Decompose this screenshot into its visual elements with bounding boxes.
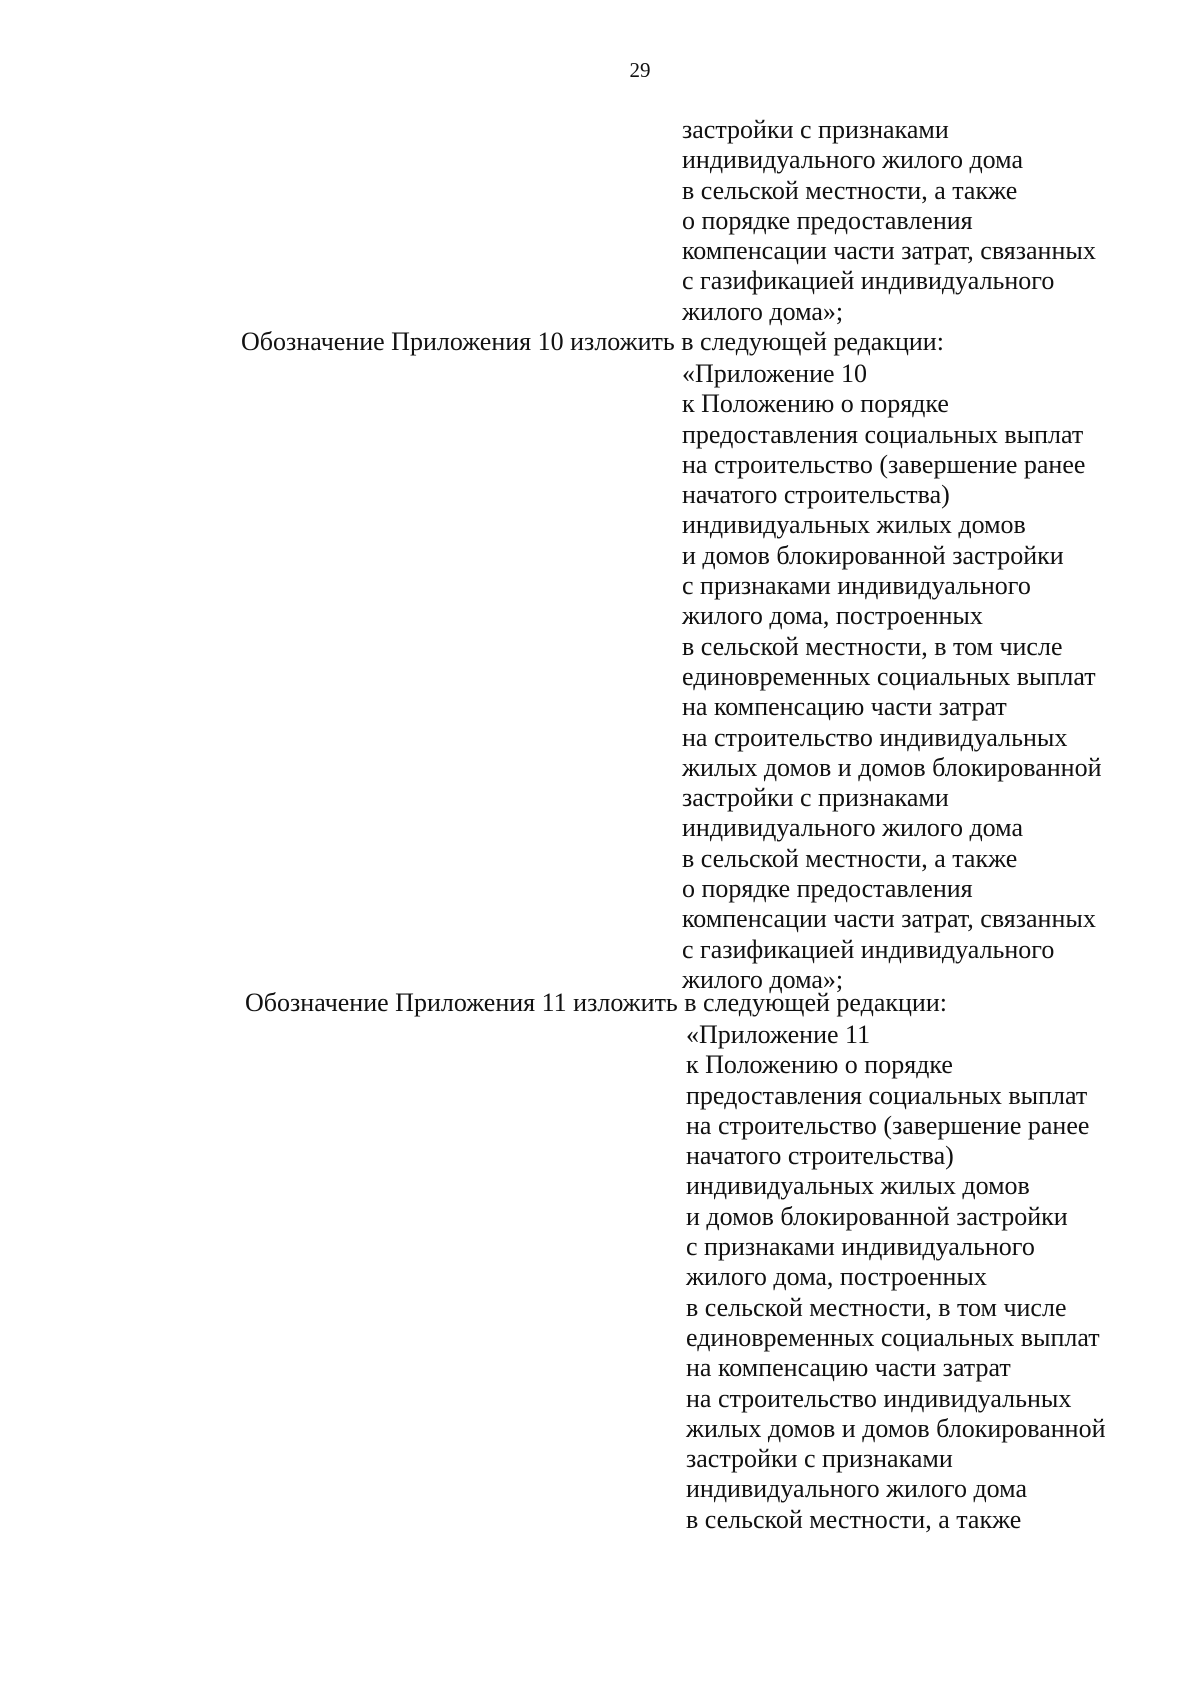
instruction-appendix-10: Обозначение Приложения 10 изложить в следующей редакции: (241, 327, 944, 356)
text-line: жилого дома, построенных (682, 601, 983, 631)
text-line: застройки с признаками (686, 1444, 953, 1474)
text-line: в сельской местности, а также (682, 175, 1018, 205)
text-line: жилого дома»; (682, 296, 844, 326)
text-line: жилых домов и домов блокированной (682, 752, 1102, 782)
text-line: к Положению о порядке (682, 389, 949, 419)
text-line: компенсации части затрат, связанных (682, 236, 1096, 266)
text-line: на строительство индивидуальных (686, 1383, 1072, 1413)
text-line: застройки с признаками (682, 783, 949, 813)
text-line: на строительство (завершение ранее (686, 1110, 1090, 1140)
text-line: жилых домов и домов блокированной (686, 1413, 1106, 1443)
text-line: индивидуальных жилых домов (682, 510, 1026, 540)
text-line: в сельской местности, а также (686, 1504, 1022, 1534)
text-line: в сельской местности, в том числе (686, 1292, 1067, 1322)
text-line: индивидуального жилого дома (682, 145, 1023, 175)
text-line: начатого строительства) (686, 1141, 954, 1171)
page-number: 29 (629, 58, 651, 82)
text-line: индивидуального жилого дома (686, 1474, 1027, 1504)
text-line: компенсации части затрат, связанных (682, 904, 1096, 934)
text-line: в сельской местности, в том числе (682, 631, 1063, 661)
text-line: «Приложение 11 (686, 1020, 871, 1049)
text-line: на строительство индивидуальных (682, 722, 1068, 752)
text-line: на компенсацию части затрат (686, 1353, 1011, 1383)
text-line: о порядке предоставления (682, 205, 973, 235)
text-line: с газификацией индивидуального (682, 266, 1055, 296)
text-line: «Приложение 10 (682, 359, 868, 388)
text-line: индивидуальных жилых домов (686, 1171, 1030, 1201)
text-line: предоставления социальных выплат (682, 419, 1084, 449)
text-line: на строительство (завершение ранее (682, 449, 1086, 479)
appendix-11-heading (686, 1020, 1105, 1535)
instruction-appendix-11: Обозначение Приложения 11 изложить в следующей редакции: (245, 988, 947, 1017)
text-line: с газификацией индивидуального (682, 934, 1055, 964)
text-line: и домов блокированной застройки (686, 1201, 1068, 1231)
text-line: единовременных социальных выплат (682, 661, 1096, 691)
text-line: застройки с признаками (682, 115, 949, 144)
text-line: жилого дома, построенных (686, 1262, 987, 1292)
text-line: и домов блокированной застройки (682, 540, 1064, 570)
text-line: начатого строительства) (682, 480, 950, 510)
text-line: с признаками индивидуального (682, 571, 1031, 601)
text-line: жилого дома»; (682, 964, 844, 994)
text-line: к Положению о порядке (686, 1050, 953, 1080)
text-line: с признаками индивидуального (686, 1232, 1035, 1262)
top-text-block (682, 115, 1096, 327)
text-line: единовременных социальных выплат (686, 1322, 1100, 1352)
text-line: предоставления социальных выплат (686, 1080, 1088, 1110)
text-line: в сельской местности, а также (682, 843, 1018, 873)
appendix-10-heading (682, 359, 1101, 995)
text-line: о порядке предоставления (682, 874, 973, 904)
text-line: индивидуального жилого дома (682, 813, 1023, 843)
text-line: на компенсацию части затрат (682, 692, 1007, 722)
